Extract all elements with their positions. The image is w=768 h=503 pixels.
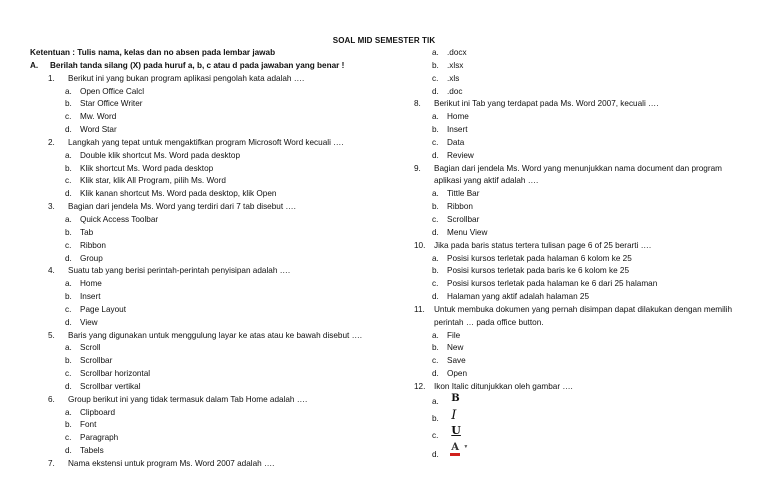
option-label: c. (432, 430, 439, 440)
option-label: c. (65, 176, 72, 186)
option-text: File (447, 330, 461, 340)
option-label: b. (65, 292, 72, 302)
option-10b (414, 265, 759, 278)
option-label: a. (65, 86, 72, 96)
option-text: .doc (447, 86, 463, 96)
option-label: c. (432, 356, 439, 366)
option-1a (30, 86, 410, 99)
question-number: 7. (48, 459, 55, 468)
option-text: Tabels (80, 446, 104, 456)
instructions: Ketentuan : Tulis nama, kelas dan no absen pada lembar jawab (30, 48, 276, 57)
option-label: b. (432, 202, 439, 212)
option-text: Ribbon (80, 240, 106, 250)
option-label: d. (65, 189, 72, 199)
question-number: 11. (414, 304, 425, 314)
option-text: Klik shortcut Ms. Word pada desktop (80, 163, 214, 173)
option-label: b. (432, 266, 439, 276)
option-label: c. (65, 369, 72, 379)
question-text: Langkah yang tepat untuk mengaktifkan program Microsoft Word kecuali …. (68, 137, 344, 147)
option-5d (30, 381, 410, 394)
option-text: Scrollbar (80, 356, 113, 366)
option-11d (414, 368, 759, 381)
question-text: Bagian dari jendela Ms. Word yang terdiri dari 7 tab disebut …. (68, 202, 296, 212)
option-5a (30, 342, 410, 355)
section-a-text: Berilah tanda silang (X) pada huruf a, b, c atau d pada jawaban yang benar ! (50, 60, 345, 70)
option-label: a. (65, 279, 72, 289)
option-label: a. (432, 253, 439, 263)
option-text: Ribbon (447, 202, 473, 212)
option-text: Review (447, 150, 474, 160)
question-text: Suatu tab yang berisi perintah-perintah penyisipan adalah …. (68, 266, 291, 276)
option-12d (414, 442, 759, 460)
option-text: Data (447, 137, 465, 147)
italic-icon: I (451, 407, 457, 423)
option-8a (414, 111, 759, 124)
option-label: c. (65, 304, 72, 314)
option-5c (30, 368, 410, 381)
option-label: b. (65, 99, 72, 109)
question-text: Bagian dari jendela Ms. Word yang menunjukkan nama document dan program (434, 163, 722, 173)
option-text: View (80, 317, 98, 327)
option-3c (30, 240, 410, 253)
option-label: a. (65, 343, 72, 353)
option-6d (30, 445, 410, 458)
question-text: Baris yang digunakan untuk menggulung layar ke atas atau ke bawah disebut …. (68, 330, 363, 340)
option-text: Scrollbar vertikal (80, 381, 141, 391)
option-4b (30, 291, 410, 304)
option-label: d. (432, 449, 439, 459)
question-text: Berikut ini yang bukan program aplikasi pengolah kata adalah …. (68, 73, 305, 83)
option-7c (414, 73, 759, 86)
section-a-heading (30, 60, 410, 73)
option-text: Home (447, 112, 469, 122)
option-1d (30, 124, 410, 137)
question-5 (30, 330, 410, 343)
option-text: Quick Access Toolbar (80, 214, 159, 224)
font-color-bar (450, 453, 460, 456)
option-text: Tab (80, 227, 94, 237)
option-8b (414, 124, 759, 137)
option-9d (414, 227, 759, 240)
question-number: 6. (48, 394, 55, 404)
option-label: b. (65, 227, 72, 237)
option-12c (414, 425, 759, 442)
option-label: c. (65, 433, 72, 443)
option-label: a. (65, 407, 72, 417)
option-label: a. (65, 214, 72, 224)
option-label: c. (65, 240, 72, 250)
option-text: .xlsx (447, 60, 464, 70)
section-letter: A. (30, 60, 39, 70)
option-10a (414, 253, 759, 266)
option-text: New (447, 343, 464, 353)
question-text: Group berikut ini yang tidak termasuk dalam Tab Home adalah …. (68, 394, 308, 404)
bold-icon: B (451, 392, 460, 404)
option-label: b. (65, 356, 72, 366)
option-text: Open Office Calcl (80, 86, 145, 96)
option-text: Klik star, klik All Program, pilih Ms. Word (80, 176, 226, 186)
option-6c (30, 432, 410, 445)
option-text: Mw. Word (80, 112, 117, 122)
question-9-continued: aplikasi yang aktif adalah …. (434, 176, 539, 186)
option-1c (30, 111, 410, 124)
option-text: Insert (447, 125, 468, 135)
option-label: b. (432, 343, 439, 353)
option-3d (30, 253, 410, 266)
option-6a (30, 407, 410, 420)
option-text: .docx (447, 48, 467, 57)
option-7d (414, 86, 759, 99)
option-text: Klik kanan shortcut Ms. Word pada desktop, klik Open (80, 189, 277, 199)
question-text: Ikon Italic ditunjukkan oleh gambar …. (434, 381, 573, 391)
question-10 (414, 240, 759, 253)
underline-icon: U (451, 423, 461, 437)
font-color-letter: A (451, 441, 460, 453)
option-2c (30, 175, 410, 188)
question-7 (30, 458, 410, 471)
option-7b (414, 60, 759, 73)
option-text: Insert (80, 292, 101, 302)
option-4d (30, 317, 410, 330)
option-6b (30, 419, 410, 432)
question-3 (30, 201, 410, 214)
option-label: a. (432, 189, 439, 199)
option-10c (414, 278, 759, 291)
option-2a (30, 150, 410, 163)
option-label: a. (432, 48, 439, 57)
option-7a (414, 47, 759, 60)
question-number: 12. (414, 381, 426, 391)
option-11c (414, 355, 759, 368)
question-6 (30, 394, 410, 407)
question-4 (30, 265, 410, 278)
option-label: a. (432, 396, 439, 406)
option-label: b. (65, 420, 72, 430)
option-2d (30, 188, 410, 201)
option-8d (414, 150, 759, 163)
option-10d (414, 291, 759, 304)
option-label: c. (432, 214, 439, 224)
page-title: SOAL MID SEMESTER TIK (332, 36, 436, 45)
option-label: d. (65, 446, 72, 456)
option-text: Page Layout (80, 304, 126, 314)
option-label: d. (432, 292, 439, 302)
question-number: 4. (48, 266, 55, 276)
question-text: Untuk membuka dokumen yang pernah disimpan dapat dilakukan dengan memilih (434, 304, 733, 314)
question-number: 2. (48, 137, 55, 147)
option-4c (30, 304, 410, 317)
option-9a (414, 188, 759, 201)
option-label: d. (65, 253, 72, 263)
option-text: .xls (447, 73, 460, 83)
option-8c (414, 137, 759, 150)
question-number: 5. (48, 330, 55, 340)
question-number: 8. (414, 99, 421, 109)
option-text: Star Office Writer (80, 99, 143, 109)
question-text: Nama ekstensi untuk program Ms. Word 2007 adalah …. (68, 459, 275, 468)
option-label: d. (432, 369, 439, 379)
question-number: 10. (414, 240, 426, 250)
option-label: c. (432, 279, 439, 289)
option-label: d. (432, 150, 439, 160)
option-text: Scrollbar horizontal (80, 369, 151, 379)
option-12b (414, 409, 759, 425)
option-9c (414, 214, 759, 227)
option-text: Word Star (80, 125, 117, 135)
question-1 (30, 73, 410, 86)
question-number: 3. (48, 202, 55, 212)
option-text: Menu View (447, 227, 488, 237)
option-label: a. (432, 112, 439, 122)
option-2b (30, 163, 410, 176)
question-11 (414, 304, 759, 317)
question-number: 1. (48, 73, 55, 83)
question-9 (414, 163, 759, 176)
option-text: Save (447, 356, 466, 366)
option-text: Tittle Bar (447, 189, 480, 199)
option-5b (30, 355, 410, 368)
option-11b (414, 342, 759, 355)
option-label: b. (432, 413, 439, 423)
option-text: Posisi kursos terletak pada halaman ke 6 dari 25 halaman (447, 279, 658, 289)
option-label: c. (432, 137, 439, 147)
option-label: a. (65, 150, 72, 160)
option-text: Clipboard (80, 407, 116, 417)
option-label: d. (65, 381, 72, 391)
option-9b (414, 201, 759, 214)
font-color-icon (451, 442, 468, 453)
option-text: Posisi kursos terletak pada baris ke 6 kolom ke 25 (447, 266, 630, 276)
question-2 (30, 137, 410, 150)
option-11a (414, 330, 759, 343)
option-label: d. (432, 227, 439, 237)
option-text: Halaman yang aktif adalah halaman 25 (447, 292, 590, 302)
left-column (30, 47, 410, 471)
right-column (414, 47, 759, 460)
option-text: Paragraph (80, 433, 119, 443)
option-label: b. (65, 163, 72, 173)
dropdown-arrow-icon: ▼ (463, 444, 469, 451)
option-3b (30, 227, 410, 240)
option-label: d. (65, 317, 72, 327)
option-label: c. (65, 112, 72, 122)
option-text: Scroll (80, 343, 101, 353)
option-text: Open (447, 369, 468, 379)
option-text: Home (80, 279, 102, 289)
question-11-continued: perintah … pada office button. (434, 317, 544, 327)
option-label: b. (432, 60, 439, 70)
question-12 (414, 381, 759, 394)
option-3a (30, 214, 410, 227)
option-label: b. (432, 125, 439, 135)
option-4a (30, 278, 410, 291)
question-number: 9. (414, 163, 421, 173)
question-text: Berikut ini Tab yang terdapat pada Ms. Word 2007, kecuali …. (434, 99, 659, 109)
option-text: Double klik shortcut Ms. Word pada desktop (80, 150, 241, 160)
option-text: Group (80, 253, 103, 263)
option-label: d. (432, 86, 439, 96)
question-8 (414, 98, 759, 111)
option-text: Posisi kursos terletak pada halaman 6 kolom ke 25 (447, 253, 632, 263)
option-label: d. (65, 125, 72, 135)
option-1b (30, 98, 410, 111)
question-text: Jika pada baris status tertera tulisan page 6 of 25 berarti …. (434, 240, 652, 250)
option-text: Font (80, 420, 97, 430)
option-12a (414, 394, 759, 409)
option-text: Scrollbar (447, 214, 480, 224)
option-label: c. (432, 73, 439, 83)
option-label: a. (432, 330, 439, 340)
